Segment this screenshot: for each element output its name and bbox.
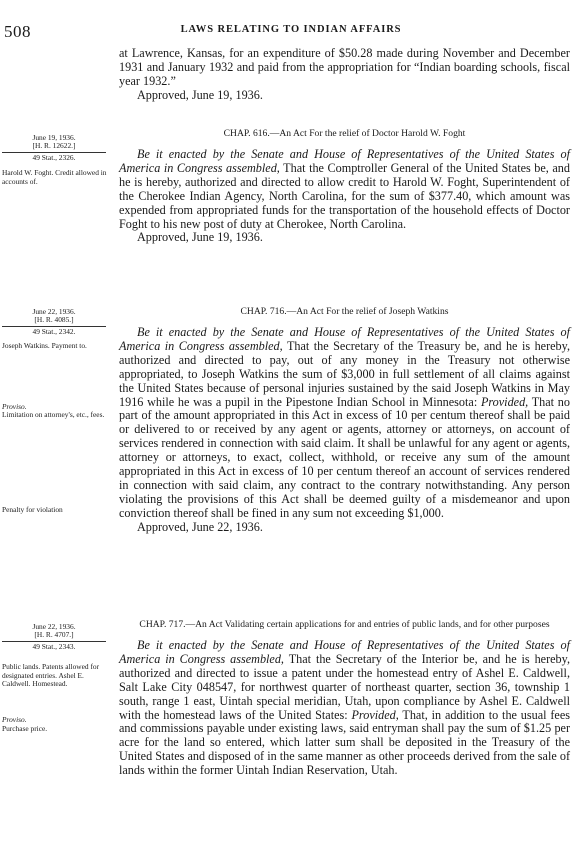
act-date: June 22, 1936.: [32, 307, 76, 316]
act-717: [119, 619, 570, 778]
citation-block: [2, 623, 106, 651]
margin-notes-616: [2, 134, 114, 186]
enacting-clause: Be it enacted by the Senate and House of Representatives of the United States of America in Congress assembled,: [119, 325, 570, 353]
margin-note: Limitation on attorney's, etc., fees.: [2, 410, 105, 420]
citation-block: [2, 308, 106, 336]
stat-citation: 49 Stat., 2343.: [32, 641, 76, 651]
bill-number: [H. R. 4707.]: [34, 630, 74, 640]
enacting-clause: Be it enacted by the Senate and House of Representatives of the United States of America in Congress assembled,: [119, 638, 570, 666]
body-text-continued: That, in addition to the usual fees and commissions payable under existing laws, said entryman shall pay the sum of $1.25 per acre for the land so entered, which latter sum shall be deposited in the Treasury of the United States and disposed of in the same manner as other proceeds derived from the sale of lands within the former Uintah Indian Reservation, Utah.: [119, 707, 570, 778]
continuation-block: [119, 47, 570, 103]
approved-line: Approved, June 19, 1936.: [137, 230, 263, 245]
margin-note: Harold W. Foght. Credit allowed in accounts of.: [2, 168, 107, 186]
continuation-text: at Lawrence, Kansas, for an expenditure of $50.28 made during November and December 1931 and January 1932 and paid from the appropriation for “Indian boarding schools, fiscal year 1932.”: [119, 46, 570, 88]
stat-citation: 49 Stat., 2326.: [32, 152, 76, 162]
stat-citation: 49 Stat., 2342.: [32, 326, 76, 336]
margin-note: Penalty for violation: [2, 505, 63, 515]
body-text: That the Secretary of the Treasury be, and he is hereby, authorized and directed to pay, out of any money in the Treasury not otherwise appropriated, to Joseph Watkins the sum of $3,000 in full settlement of all claims against the United States because of personal injuries sustained by the said Joseph Watkins in May 1916 while he was a pupil in the Pipestone Indian School in Minnesota:: [119, 338, 570, 409]
chapter-heading: CHAP. 716.—An Act For the relief of Joseph Watkins: [240, 306, 449, 317]
citation-block: [2, 134, 106, 162]
bill-number: [H. R. 12622.]: [32, 141, 76, 151]
body-text-continued: That no part of the amount appropriated in this Act in excess of 10 per centum thereof shall be paid or delivered to or received by any agent or agents, attorney or attorneys, on account of services rendered in connection with said claim. It shall be unlawful for any agent or agents, attorney or attorneys, to exact, collect, withhold, or receive any sum of the amount appropriated in this Act in excess of 10 per centum thereof an account of services rendered in connection with said claim, any contract to the contrary notwithstanding. Any person violating the provisions of this Act shall be deemed guilty of a misdemeanor and upon conviction thereof shall be fined in any sum not exceeding $1,000.: [119, 394, 570, 520]
proviso-word: Provided,: [347, 707, 399, 722]
act-body: [119, 148, 570, 231]
margin-note: Joseph Watkins. Payment to.: [2, 341, 87, 351]
act-body: [119, 639, 570, 778]
chapter-heading: CHAP. 616.—An Act For the relief of Doctor Harold W. Foght: [223, 128, 466, 139]
act-616: [119, 128, 570, 245]
margin-notes-716: [2, 308, 114, 515]
proviso-label: Proviso.: [2, 401, 27, 411]
act-date: June 22, 1936.: [32, 622, 76, 631]
page-number: 508: [4, 22, 31, 41]
act-date: June 19, 1936.: [32, 133, 76, 142]
enacting-clause: Be it enacted by the Senate and House of Representatives of the United States of America in Congress assembled,: [119, 147, 570, 175]
proviso-word: Provided,: [477, 394, 529, 409]
body-text: That the Comptroller General of the United States be, and he is hereby, authorized and directed to allow credit to Harold W. Foght, Superintendent of the Cherokee Indian Agency, North Carolina, for the sum of $377.40, which amount was expended from appropriated funds for the transportation of the household effects of Doctor Foght to his new post of duty at Cherokee, North Carolina.: [119, 160, 570, 231]
act-716: [119, 306, 570, 535]
margin-notes-717: [2, 623, 114, 733]
running-head: LAWS RELATING TO INDIAN AFFAIRS: [180, 24, 402, 35]
approved-line: Approved, June 19, 1936.: [137, 87, 263, 102]
body-text: That the Secretary of the Interior be, and he is hereby, authorized and directed to issue a patent under the homestead entry of Ashel E. Caldwell, Salt Lake City 048547, for northwest quarter of northeast quarter, section 36, township 1 south, range 1 east, Uintah special meridian, Utah, upon compliance by Ashel E. Caldwell with the homestead laws of the United States:: [119, 651, 571, 722]
margin-note: Purchase price.: [2, 723, 48, 733]
margin-note: Public lands. Patents allowed for designated entries. Ashel E. Caldwell. Homestead.: [2, 662, 100, 689]
proviso-label: Proviso.: [2, 715, 27, 725]
approved-line: Approved, June 22, 1936.: [137, 519, 263, 534]
act-body: [119, 326, 570, 521]
chapter-heading: CHAP. 717.—An Act Validating certain applications for and entries of public lands, and for other purposes: [139, 619, 550, 630]
bill-number: [H. R. 4085.]: [34, 315, 74, 325]
